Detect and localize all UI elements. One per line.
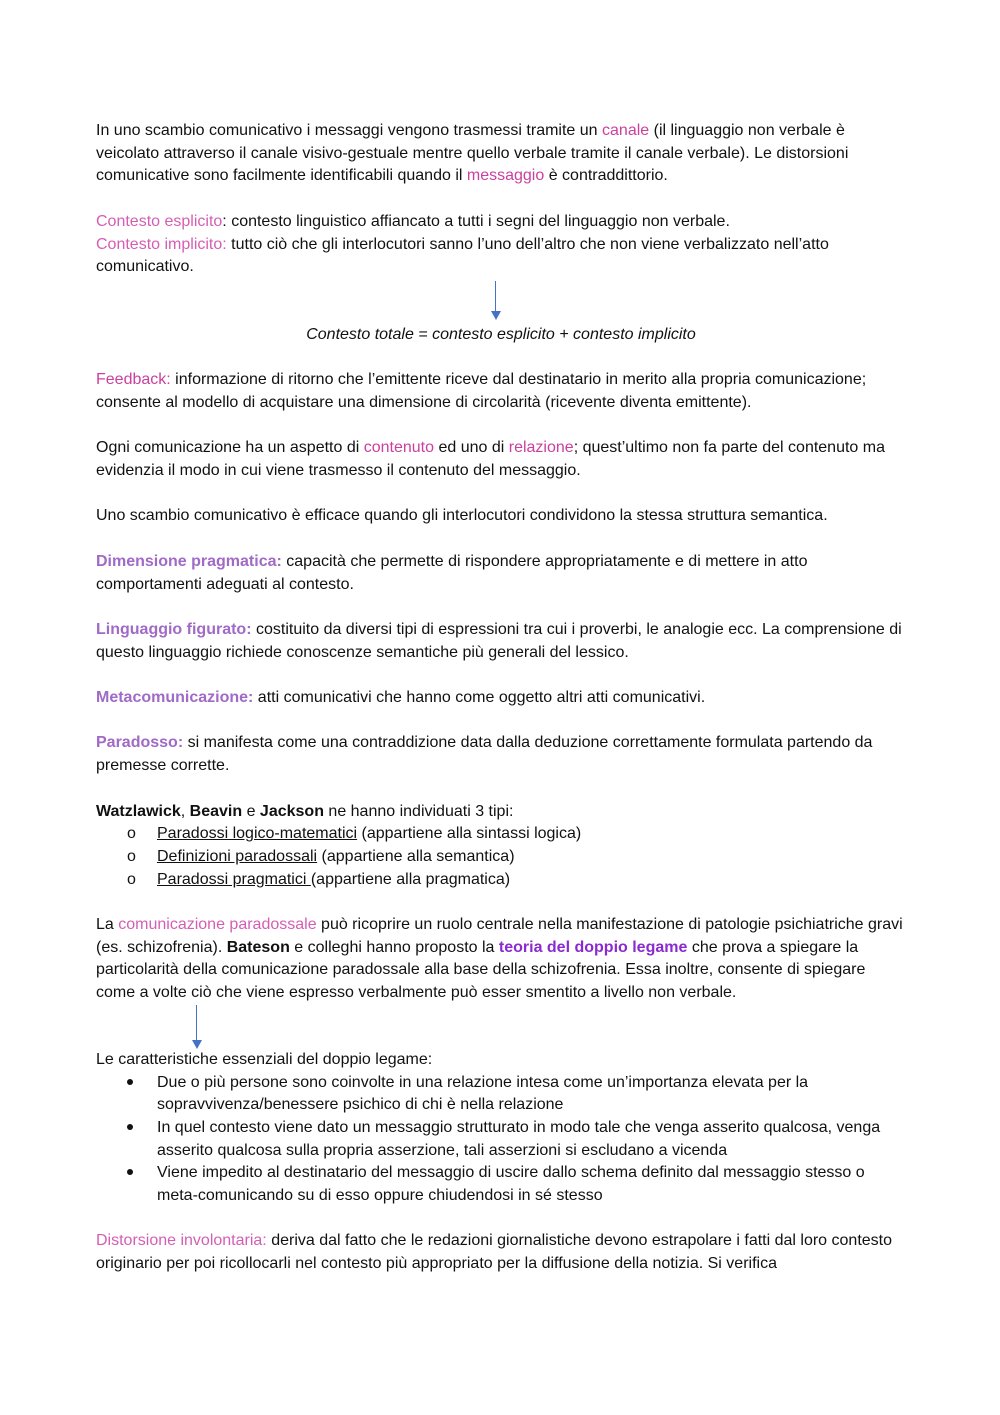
document-page bbox=[96, 120, 906, 1276]
term-teoria-doppio-legame: teoria del doppio legame bbox=[498, 938, 688, 956]
list-item bbox=[96, 846, 906, 869]
author-beavin: Beavin bbox=[189, 802, 243, 820]
paragraph-tipi-paradossi bbox=[96, 801, 906, 824]
definition-linguaggio-figurato bbox=[96, 619, 906, 664]
text: che prova a spiegare la particolarità della comunicazione paradossale alla base della schizofrenia. Essa inoltre, consente di spiegare come a volte ciò che viene espresso verbalmente può esser smentito a livello non verbale. bbox=[96, 938, 866, 1002]
bullet-icon bbox=[127, 1072, 133, 1095]
text: atti comunicativi che hanno come oggetto altri atti comunicativi. bbox=[253, 689, 706, 707]
text: informazione di ritorno che l’emittente riceve dal destinatario in merito alla propria comunicazione; consente al modello di acquistare una dimensione di circolarità (ricevente diventa emittente). bbox=[96, 371, 867, 411]
down-arrow-icon bbox=[96, 279, 906, 324]
bullet-icon bbox=[127, 1162, 133, 1185]
term-comunicazione-paradossale: comunicazione paradossale bbox=[118, 916, 317, 934]
term-messaggio: messaggio bbox=[466, 167, 545, 185]
definition-paradosso bbox=[96, 732, 906, 777]
text: tutto ciò che gli interlocutori sanno l’uno dell’altro che non viene verbalizzato nell’atto comunicativo. bbox=[96, 235, 829, 276]
text: capacità che permette di rispondere appropriatamente e di mettere in atto comportamenti adeguati al contesto. bbox=[96, 552, 808, 593]
author-watzlawick: Watzlawick bbox=[96, 802, 181, 820]
definition-contesto-esplicito bbox=[96, 211, 906, 234]
term-contenuto: contenuto bbox=[363, 439, 435, 457]
text: e bbox=[242, 802, 260, 820]
text: costituito da diversi tipi di espressioni tra cui i proverbi, le analogie ecc. La comprensione di questo linguaggio richiede conoscenze semantiche più generali del lessico. bbox=[96, 620, 902, 661]
paradox-type-name: Definizioni paradossali bbox=[157, 847, 318, 865]
term-contesto-implicito: Contesto implicito: bbox=[96, 235, 227, 253]
definition-distorsione-involontaria bbox=[96, 1230, 906, 1275]
list-item bbox=[96, 1072, 906, 1117]
down-arrow-icon bbox=[96, 1005, 906, 1049]
paragraph-doppio-legame-intro: Le caratteristiche essenziali del doppio legame: bbox=[96, 1050, 433, 1068]
text: La bbox=[96, 916, 119, 934]
text: e colleghi hanno proposto la bbox=[289, 938, 499, 956]
text: ed uno di bbox=[434, 439, 509, 457]
text: , bbox=[180, 802, 190, 820]
author-jackson: Jackson bbox=[259, 802, 324, 820]
text: Ogni comunicazione ha un aspetto di bbox=[96, 439, 364, 457]
formula-contesto-totale: Contesto totale = contesto esplicito + contesto implicito bbox=[306, 325, 696, 343]
term-metacomunicazione: Metacomunicazione: bbox=[96, 689, 254, 707]
text: si manifesta come una contraddizione data dalla deduzione correttamente formulata partendo da premesse corrette. bbox=[96, 734, 873, 775]
term-canale: canale bbox=[602, 122, 650, 139]
list-item bbox=[96, 1117, 906, 1162]
text: Due o più persone sono coinvolte in una relazione intesa come un’importanza elevata per la sopravvivenza/benessere psichico di chi è nella relazione bbox=[157, 1073, 809, 1114]
text: In quel contesto viene dato un messaggio strutturato in modo tale che venga asserito qualcosa, venga asserito qualcosa sulla propria asserzione, tali asserzioni si escludano a vicenda bbox=[157, 1118, 881, 1159]
paragraph-contenuto-relazione bbox=[96, 437, 906, 482]
text: (appartiene alla sintassi logica) bbox=[357, 825, 582, 843]
definition-feedback bbox=[96, 369, 906, 414]
list-item bbox=[96, 869, 906, 892]
term-relazione: relazione bbox=[508, 439, 574, 457]
definition-dimensione-pragmatica bbox=[96, 551, 906, 596]
text: Viene impedito al destinatario del messaggio di uscire dallo schema definito dal messaggio stesso o meta-comunicando su di esso oppure chiudendosi in sé stesso bbox=[157, 1164, 865, 1205]
text: (appartiene alla pragmatica) bbox=[310, 870, 511, 888]
author-bateson: Bateson bbox=[226, 938, 290, 956]
definition-metacomunicazione bbox=[96, 687, 906, 710]
term-linguaggio-figurato: Linguaggio figurato: bbox=[96, 620, 252, 638]
circle-bullet-icon: o bbox=[127, 825, 136, 843]
list-item bbox=[96, 1162, 906, 1207]
text: (appartiene alla semantica) bbox=[317, 847, 515, 865]
definition-contesto-implicito bbox=[96, 234, 906, 279]
paragraph-efficace: Uno scambio comunicativo è efficace quando gli interlocutori condividono la stessa struttura semantica. bbox=[96, 507, 828, 525]
list-item bbox=[96, 823, 906, 846]
term-feedback: Feedback: bbox=[96, 371, 171, 389]
circle-bullet-icon: o bbox=[127, 870, 136, 888]
term-dimensione-pragmatica: Dimensione pragmatica: bbox=[96, 552, 282, 570]
term-contesto-esplicito: Contesto esplicito bbox=[96, 212, 223, 230]
text: ; quest’ultimo non fa parte del contenuto ma evidenzia il modo in cui viene trasmesso il contenuto del messaggio. bbox=[96, 439, 885, 480]
text: : contesto linguistico affiancato a tutti i segni del linguaggio non verbale. bbox=[222, 212, 730, 230]
paradox-type-name: Paradossi logico-matematici bbox=[157, 825, 358, 843]
text: In uno scambio comunicativo i messaggi vengono trasmessi tramite un bbox=[96, 122, 603, 139]
text: ne hanno individuati 3 tipi: bbox=[323, 802, 514, 820]
term-distorsione-involontaria: Distorsione involontaria: bbox=[96, 1232, 267, 1250]
text: deriva dal fatto che le redazioni giornalistiche devono estrapolare i fatti dal loro contesto originario per poi ricollocarli nel contesto più appropriato per la diffusione della notizia. Si verifica bbox=[96, 1232, 893, 1273]
paradox-type-name: Paradossi pragmatici bbox=[157, 870, 311, 888]
paragraph-comunicazione-paradossale bbox=[96, 914, 906, 1005]
paragraph-canale bbox=[96, 120, 906, 188]
text: è contraddittorio. bbox=[544, 167, 668, 185]
term-paradosso: Paradosso: bbox=[96, 734, 184, 752]
paradox-types-list bbox=[96, 823, 906, 891]
double-bind-list bbox=[96, 1072, 906, 1208]
text: può ricoprire un ruolo centrale nella manifestazione di patologie psichiatriche gravi (es. schizofrenia). bbox=[96, 916, 903, 956]
bullet-icon bbox=[127, 1117, 133, 1140]
circle-bullet-icon: o bbox=[127, 847, 136, 865]
text: (il linguaggio non verbale è veicolato attraverso il canale visivo-gestuale mentre quello verbale tramite il canale verbale). Le distorsioni comunicative sono facilmente identificabili quando il bbox=[96, 122, 849, 185]
